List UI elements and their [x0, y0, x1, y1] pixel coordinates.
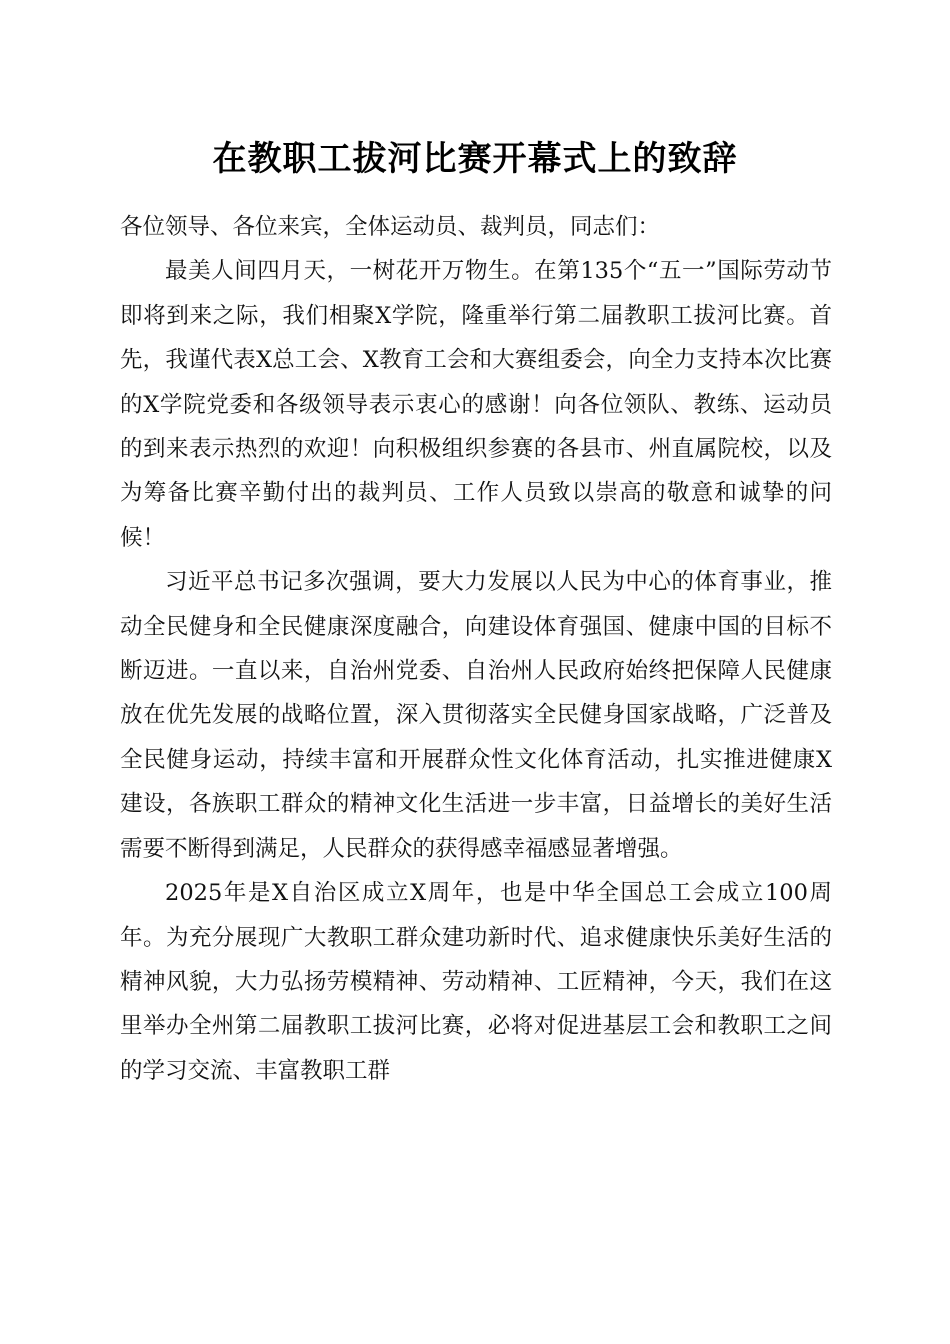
paragraph-1: 最美人间四月天，一树花开万物生。在第135个“五一”国际劳动节即将到来之际，我们相聚X学院，隆重举行第二届教职工拔河比赛。首先，我谨代表X总工会、X教育工会和大赛组委会，向全力支持本次比赛的X学院党委和各级领导表示衷心的感谢！向各位领队、教练、运动员的到来表示热烈的欢迎！向积极组织参赛的各县市、州直属院校，以及为筹备比赛辛勤付出的裁判员、工作人员致以崇高的敬意和诚挚的问候！ — [120, 258, 832, 551]
salutation: 各位领导、各位来宾，全体运动员、裁判员，同志们： — [120, 214, 661, 240]
paragraph-3: 2025年是X自治区成立X周年，也是中华全国总工会成立100周年。为充分展现广大教职工群众建功新时代、追求健康快乐美好生活的精神风貌，大力弘扬劳模精神、劳动精神、工匠精神，今天，我们在这里举办全州第二届教职工拔河比赛，必将对促进基层工会和教职工之间的学习交流、丰富教职工群 — [120, 880, 832, 1084]
paragraph-2: 习近平总书记多次强调，要大力发展以人民为中心的体育事业，推动全民健身和全民健康深度融合，向建设体育强国、健康中国的目标不断迈进。一直以来，自治州党委、自治州人民政府始终把保障人民健康放在优先发展的战略位置，深入贯彻落实全民健身国家战略，广泛普及全民健身运动，持续丰富和开展群众性文化体育活动，扎实推进健康X建设，各族职工群众的精神文化生活进一步丰富，日益增长的美好生活需要不断得到满足，人民群众的获得感幸福感显著增强。 — [120, 569, 832, 862]
document-title: 在教职工拔河比赛开幕式上的致辞 — [212, 139, 738, 179]
document-body — [120, 205, 832, 1093]
